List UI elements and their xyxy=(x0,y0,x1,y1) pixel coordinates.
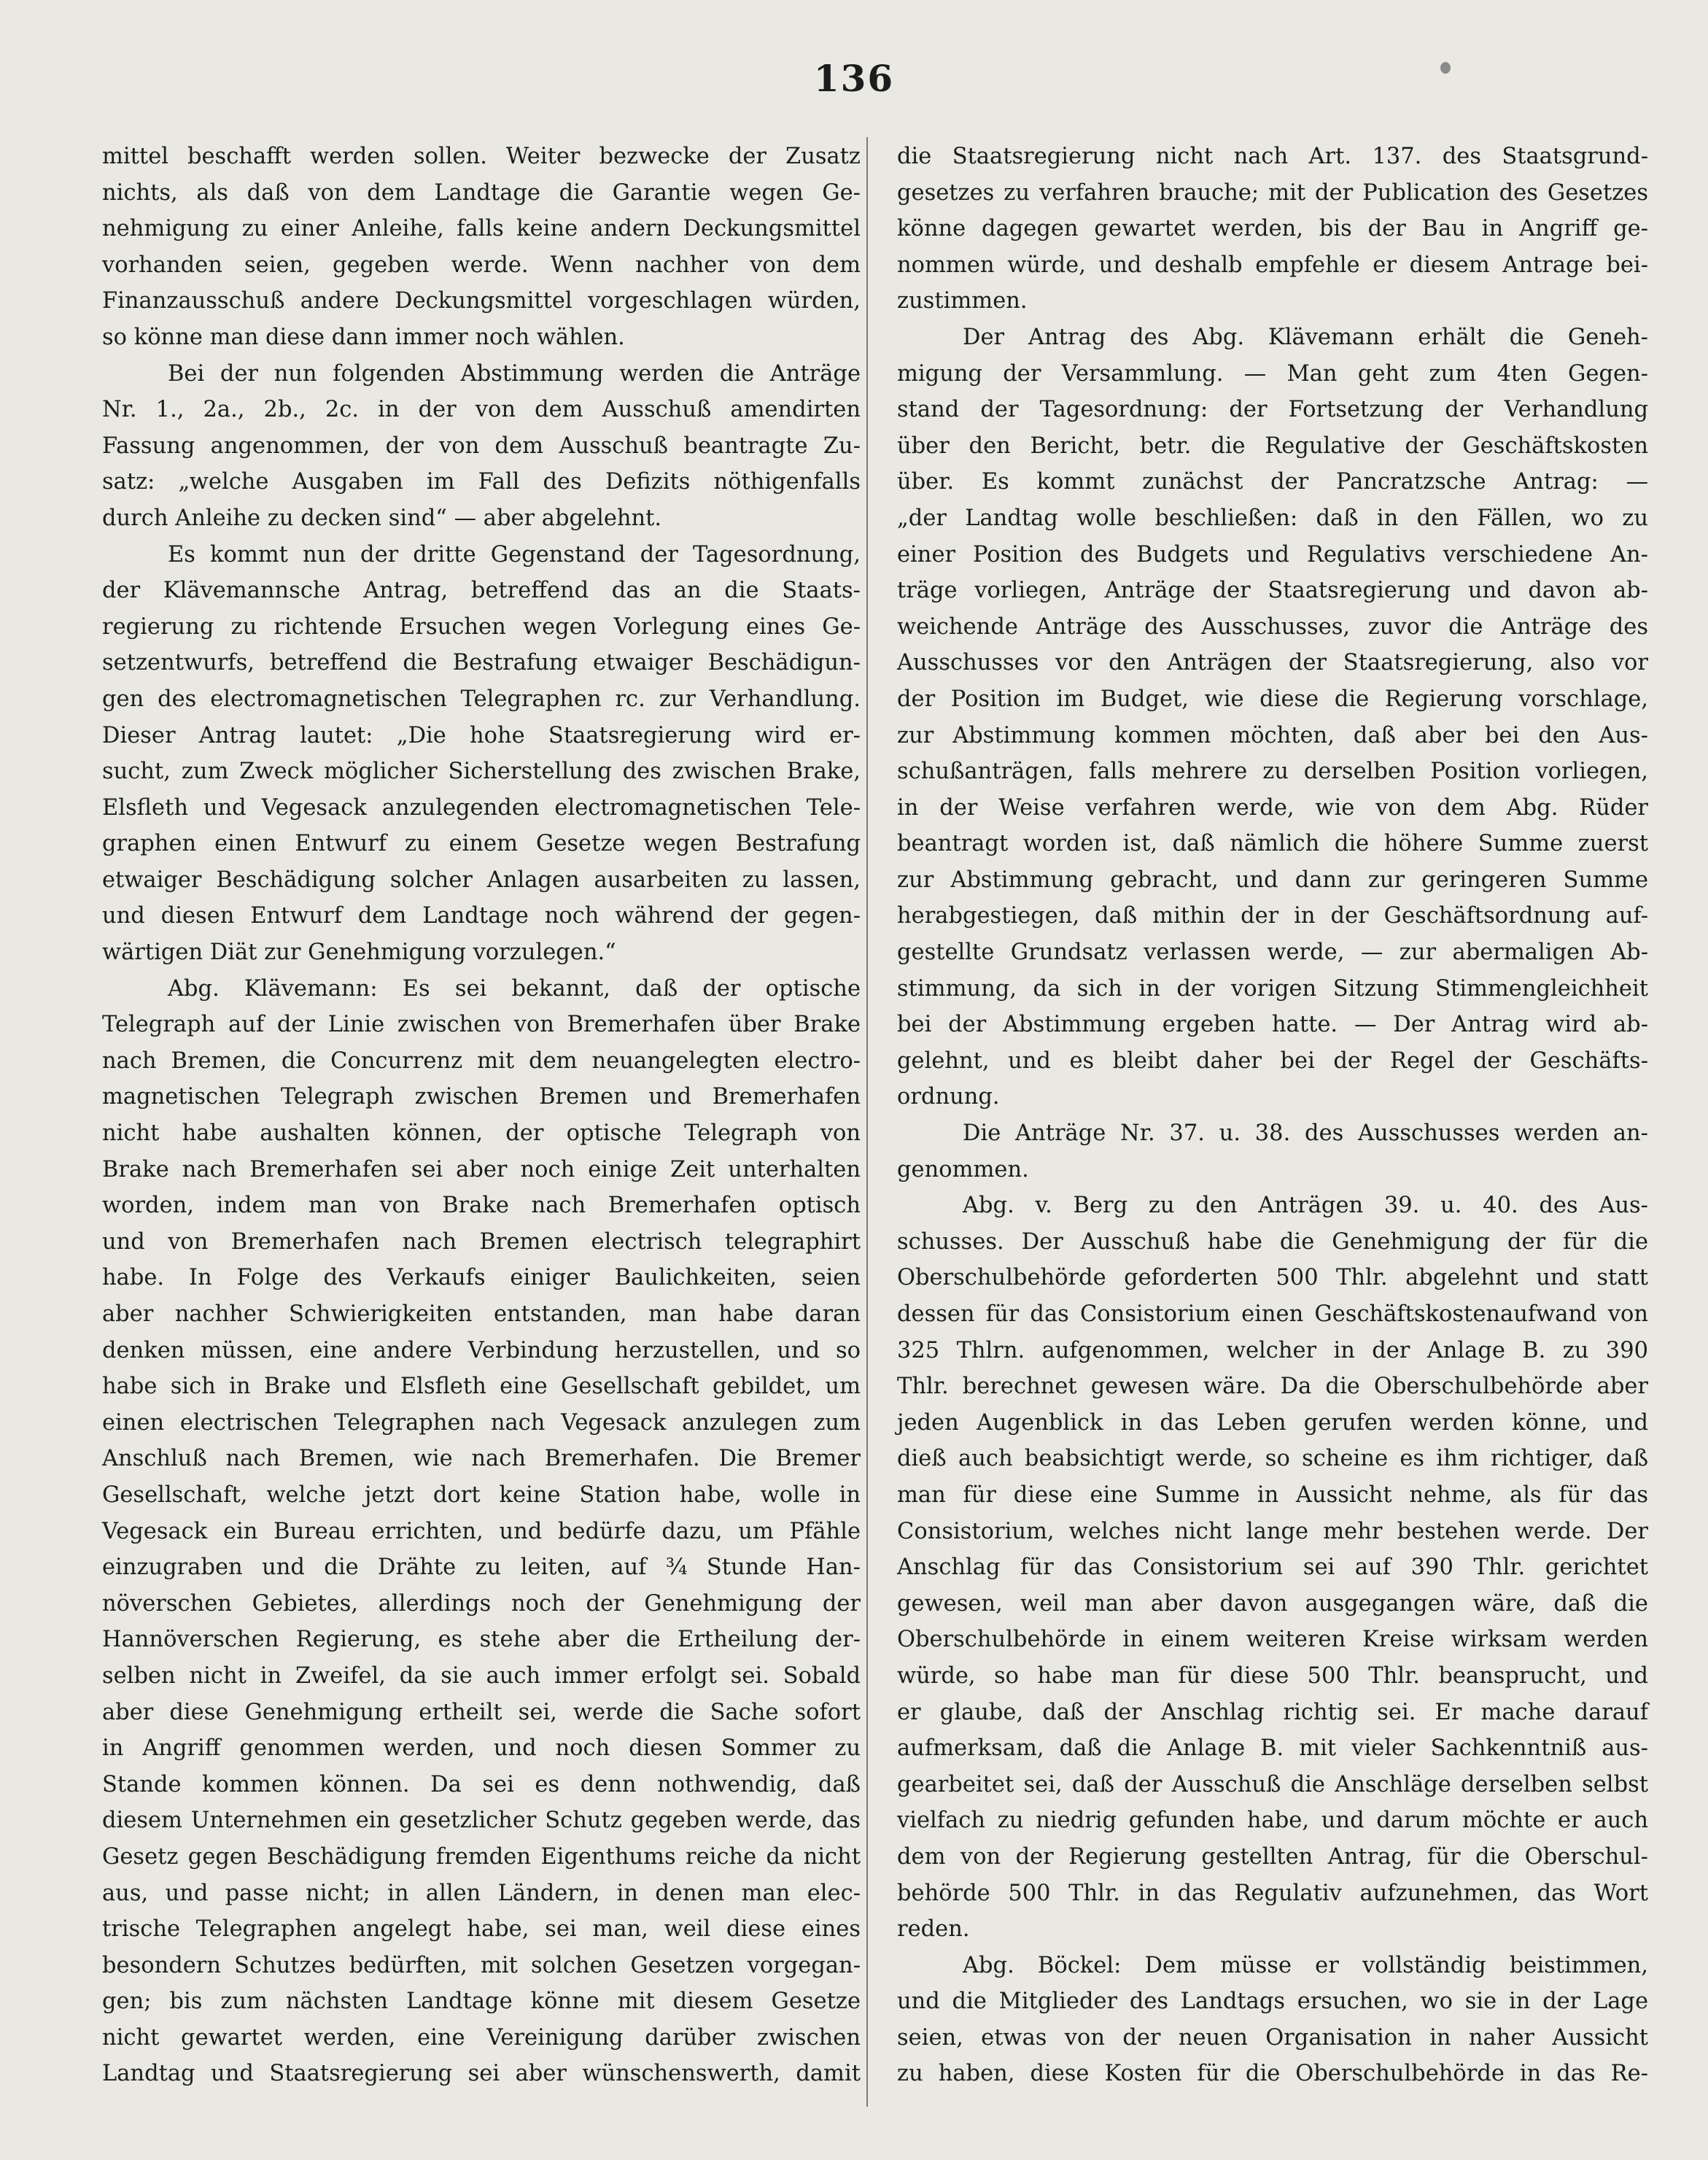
text-line: Landtag und Staatsregierung sei aber wünschenswerth, damit xyxy=(102,2061,861,2087)
text-line: Thlr. berechnet gewesen wäre. Da die Oberschulbehörde aber xyxy=(897,1374,1648,1400)
text-line: dessen für das Consistorium einen Geschäftskostenaufwand von xyxy=(897,1301,1648,1327)
text-line: Gesetz gegen Beschädigung fremden Eigenthums reiche da nicht xyxy=(102,1843,861,1870)
text-line: gelehnt, und es bleibt daher bei der Regel der Geschäfts- xyxy=(897,1048,1648,1074)
text-line: zustimmen. xyxy=(897,288,1028,314)
text-line: satz: „welche Ausgaben im Fall des Defizits nöthigenfalls xyxy=(102,469,861,495)
text-line: Abg. Böckel: Dem müsse er vollständig beistimmen, xyxy=(963,1952,1648,1978)
text-line: Ausschusses vor den Anträgen der Staatsregierung, also vor xyxy=(897,650,1648,676)
text-line: jeden Augenblick in das Leben gerufen werden könne, und xyxy=(897,1409,1648,1436)
right-column xyxy=(897,139,1648,2092)
text-line: über den Bericht, betr. die Regulative der Geschäftskosten xyxy=(897,433,1648,459)
text-line: Oberschulbehörde geforderten 500 Thlr. abgelehnt und statt xyxy=(897,1265,1648,1291)
text-line: träge vorliegen, Anträge der Staatsregierung und davon ab- xyxy=(897,578,1648,604)
text-line: würde, so habe man für diese 500 Thlr. beansprucht, und xyxy=(897,1662,1648,1689)
text-line: Dieser Antrag lautet: „Die hohe Staatsregierung wird er- xyxy=(102,722,861,748)
text-line: nommen würde, und deshalb empfehle er diesem Antrage bei- xyxy=(897,252,1648,278)
text-line: über. Es kommt zunächst der Pancratzsche Antrag: — xyxy=(897,469,1648,495)
column-divider xyxy=(866,137,868,2107)
text-line: worden, indem man von Brake nach Bremerhafen optisch xyxy=(102,1193,861,1219)
text-line: gearbeitet sei, daß der Ausschuß die Anschläge derselben selbst xyxy=(897,1771,1648,1797)
text-line: setzentwurfs, betreffend die Bestrafung etwaiger Beschädigun- xyxy=(102,650,861,676)
text-line: und diesen Entwurf dem Landtage noch während der gegen- xyxy=(102,903,861,929)
text-line: aber nachher Schwierigkeiten entstanden, man habe daran xyxy=(102,1301,861,1327)
text-line: habe. In Folge des Verkaufs einiger Baulichkeiten, seien xyxy=(102,1265,861,1291)
text-line: vielfach zu niedrig gefunden habe, und darum möchte er auch xyxy=(897,1808,1648,1834)
text-line: denken müssen, eine andere Verbindung herzustellen, und so xyxy=(102,1337,861,1363)
text-line: Fassung angenommen, der von dem Ausschuß beantragte Zu- xyxy=(102,433,861,459)
text-line: magnetischen Telegraph zwischen Bremen und Bremerhafen xyxy=(102,1084,861,1110)
text-line: aus, und passe nicht; in allen Ländern, in denen man elec- xyxy=(102,1880,861,1906)
text-line: schußanträgen, falls mehrere zu derselben Position vorliegen, xyxy=(897,759,1648,785)
text-line: Gesellschaft, welche jetzt dort keine Station habe, wolle in xyxy=(102,1482,861,1508)
text-line: und von Bremerhafen nach Bremen electrisch telegraphirt xyxy=(102,1228,861,1255)
text-line: sucht, zum Zweck möglicher Sicherstellung des zwischen Brake, xyxy=(102,759,861,785)
text-line: Nr. 1., 2a., 2b., 2c. in der von dem Ausschuß amendirten xyxy=(102,397,861,423)
left-column xyxy=(102,139,861,2092)
text-line: seien, etwas von der neuen Organisation in naher Aussicht xyxy=(897,2024,1648,2051)
text-line: etwaiger Beschädigung solcher Anlagen ausarbeiten zu lassen, xyxy=(102,867,861,893)
text-line: gestellte Grundsatz verlassen werde, — zur abermaligen Ab- xyxy=(897,940,1648,966)
text-line: Telegraph auf der Linie zwischen von Bremerhafen über Brake xyxy=(102,1012,861,1038)
text-line: zur Abstimmung kommen möchten, daß aber bei den Aus- xyxy=(897,722,1648,748)
text-line: schusses. Der Ausschuß habe die Genehmigung der für die xyxy=(897,1228,1648,1255)
text-line: Abg. v. Berg zu den Anträgen 39. u. 40. des Aus- xyxy=(963,1193,1648,1219)
text-line: gen; bis zum nächsten Landtage könne mit diesem Gesetze xyxy=(102,1989,861,2015)
ink-speck xyxy=(1440,62,1451,74)
text-line: bei der Abstimmung ergeben hatte. — Der Antrag wird ab- xyxy=(897,1012,1648,1038)
text-line: Vegesack ein Bureau errichten, und bedürfe dazu, um Pfähle xyxy=(102,1518,861,1544)
text-line: Stande kommen können. Da sei es denn nothwendig, daß xyxy=(102,1771,861,1797)
text-line: einen electrischen Telegraphen nach Vegesack anzulegen zum xyxy=(102,1409,861,1436)
text-line: migung der Versammlung. — Man geht zum 4ten Gegen- xyxy=(897,360,1648,387)
text-line: regierung zu richtende Ersuchen wegen Vorlegung eines Ge- xyxy=(102,613,861,640)
text-line: einzugraben und die Drähte zu leiten, auf ¾ Stunde Han- xyxy=(102,1555,861,1581)
text-line: gen des electromagnetischen Telegraphen rc. zur Verhandlung. xyxy=(102,686,861,712)
text-line: und die Mitglieder des Landtags ersuchen, wo sie in der Lage xyxy=(897,1989,1648,2015)
text-line: Hannöverschen Regierung, es stehe aber die Ertheilung der- xyxy=(102,1627,861,1653)
text-line: nicht gewartet werden, eine Vereinigung darüber zwischen xyxy=(102,2024,861,2051)
text-line: zur Abstimmung gebracht, und dann zur geringeren Summe xyxy=(897,867,1648,893)
text-line: habe sich in Brake und Elsfleth eine Gesellschaft gebildet, um xyxy=(102,1374,861,1400)
text-line: stimmung, da sich in der vorigen Sitzung Stimmengleichheit xyxy=(897,975,1648,1002)
text-line: Es kommt nun der dritte Gegenstand der Tagesordnung, xyxy=(168,541,861,568)
text-line: nehmigung zu einer Anleihe, falls keine andern Deckungsmittel xyxy=(102,216,861,242)
text-line: Der Antrag des Abg. Klävemann erhält die Geneh- xyxy=(963,324,1648,350)
text-line: weichende Anträge des Ausschusses, zuvor die Anträge des xyxy=(897,613,1648,640)
text-line: aber diese Genehmigung ertheilt sei, werde die Sache sofort xyxy=(102,1699,861,1725)
text-line: gewesen, weil man aber davon ausgegangen wäre, daß die xyxy=(897,1590,1648,1617)
text-line: Oberschulbehörde in einem weiteren Kreise wirksam werden xyxy=(897,1627,1648,1653)
text-line: Finanzausschuß andere Deckungsmittel vorgeschlagen würden, xyxy=(102,288,861,314)
text-line: nach Bremen, die Concurrenz mit dem neuangelegten electro- xyxy=(102,1048,861,1074)
text-line: Consistorium, welches nicht lange mehr bestehen werde. Der xyxy=(897,1518,1648,1544)
text-line: man für diese eine Summe in Aussicht nehme, als für das xyxy=(897,1482,1648,1508)
text-line: zu haben, diese Kosten für die Oberschulbehörde in das Re- xyxy=(897,2061,1648,2087)
text-line: Bei der nun folgenden Abstimmung werden die Anträge xyxy=(168,360,861,387)
text-line: der Position im Budget, wie diese die Regierung vorschlage, xyxy=(897,686,1648,712)
text-line: vorhanden seien, gegeben werde. Wenn nachher von dem xyxy=(102,252,861,278)
text-line: stand der Tagesordnung: der Fortsetzung der Verhandlung xyxy=(897,397,1648,423)
text-line: reden. xyxy=(897,1916,970,1943)
text-line: selben nicht in Zweifel, da sie auch immer erfolgt sei. Sobald xyxy=(102,1662,861,1689)
text-line: „der Landtag wolle beschließen: daß in den Fällen, wo zu xyxy=(897,505,1648,531)
text-line: növerschen Gebietes, allerdings noch der Genehmigung der xyxy=(102,1590,861,1617)
text-line: herabgestiegen, daß mithin der in der Geschäftsordnung auf- xyxy=(897,903,1648,929)
text-line: Anschluß nach Bremen, wie nach Bremerhafen. Die Bremer xyxy=(102,1446,861,1472)
text-line: könne dagegen gewartet werden, bis der Bau in Angriff ge- xyxy=(897,216,1648,242)
text-line: er glaube, daß der Anschlag richtig sei. Er mache darauf xyxy=(897,1699,1648,1725)
text-line: der Klävemannsche Antrag, betreffend das an die Staats- xyxy=(102,578,861,604)
text-line: einer Position des Budgets und Regulativs verschiedene An- xyxy=(897,541,1648,568)
text-line: aufmerksam, daß die Anlage B. mit vieler Sachkenntniß aus- xyxy=(897,1735,1648,1762)
text-line: behörde 500 Thlr. in das Regulativ aufzunehmen, das Wort xyxy=(897,1880,1648,1906)
text-line: Abg. Klävemann: Es sei bekannt, daß der optische xyxy=(168,975,861,1002)
text-line: genommen. xyxy=(897,1156,1029,1182)
text-line: Die Anträge Nr. 37. u. 38. des Ausschusses werden an- xyxy=(963,1120,1648,1147)
page-number: 136 xyxy=(813,57,895,100)
text-line: gesetzes zu verfahren brauche; mit der Publication des Gesetzes xyxy=(897,179,1648,206)
text-line: mittel beschafft werden sollen. Weiter bezwecke der Zusatz xyxy=(102,144,861,169)
text-line: in der Weise verfahren werde, wie von dem Abg. Rüder xyxy=(897,794,1648,821)
text-line: besondern Schutzes bedürften, mit solchen Gesetzen vorgegan- xyxy=(102,1952,861,1978)
text-line: ordnung. xyxy=(897,1084,1000,1110)
text-line: dem von der Regierung gestellten Antrag, für die Oberschul- xyxy=(897,1843,1648,1870)
text-line: wärtigen Diät zur Genehmigung vorzulegen.“ xyxy=(102,940,616,966)
text-line: nichts, als daß von dem Landtage die Garantie wegen Ge- xyxy=(102,179,861,206)
text-line: Brake nach Bremerhafen sei aber noch einige Zeit unterhalten xyxy=(102,1156,861,1182)
text-line: 325 Thlrn. aufgenommen, welcher in der Anlage B. zu 390 xyxy=(897,1337,1648,1363)
text-line: dieß auch beabsichtigt werde, so scheine es ihm richtiger, daß xyxy=(897,1446,1648,1472)
text-line: Anschlag für das Consistorium sei auf 390 Thlr. gerichtet xyxy=(897,1555,1648,1581)
text-line: beantragt worden ist, daß nämlich die höhere Summe zuerst xyxy=(897,831,1648,857)
text-line: nicht habe aushalten können, der optische Telegraph von xyxy=(102,1120,861,1147)
text-line: in Angriff genommen werden, und noch diesen Sommer zu xyxy=(102,1735,861,1762)
text-line: die Staatsregierung nicht nach Art. 137. des Staatsgrund- xyxy=(897,144,1648,169)
text-line: so könne man diese dann immer noch wählen. xyxy=(102,324,625,350)
text-line: trische Telegraphen angelegt habe, sei man, weil diese eines xyxy=(102,1916,861,1943)
text-line: Elsfleth und Vegesack anzulegenden electromagnetischen Tele- xyxy=(102,794,861,821)
text-line: diesem Unternehmen ein gesetzlicher Schutz gegeben werde, das xyxy=(102,1808,861,1834)
text-line: durch Anleihe zu decken sind“ — aber abgelehnt. xyxy=(102,505,662,531)
text-line: graphen einen Entwurf zu einem Gesetze wegen Bestrafung xyxy=(102,831,861,857)
